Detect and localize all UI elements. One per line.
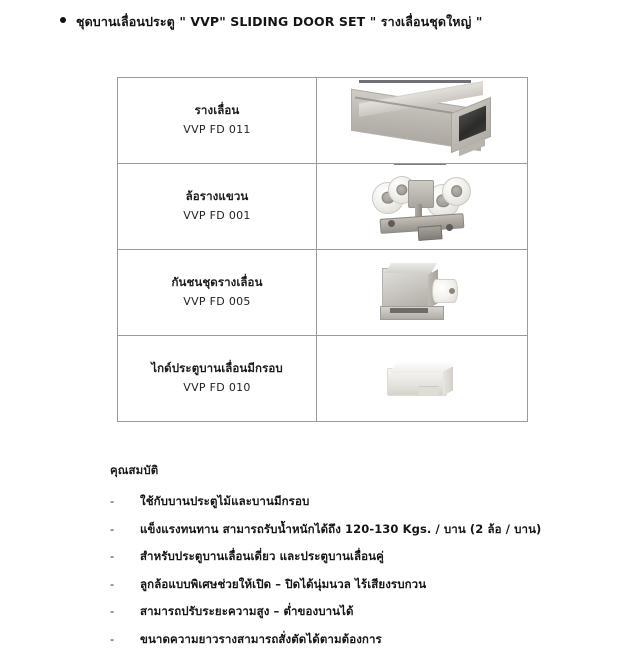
list-item	[110, 522, 580, 538]
list-item	[110, 632, 580, 648]
bullet-point-icon	[60, 17, 66, 23]
list-item-text: สำหรับประตูบานเลื่อนเดี่ยว และประตูบานเลื่อนคู่	[140, 549, 384, 564]
product-name: กันชนชุดรางเลื่อน	[171, 275, 263, 290]
product-label-cell	[118, 78, 317, 164]
product-code: VVP FD 001	[183, 209, 251, 223]
product-code: VVP FD 011	[183, 123, 251, 137]
product-label-cell	[118, 250, 317, 336]
product-table	[117, 77, 528, 422]
guide-illustration	[383, 356, 461, 402]
list-item-text: ลูกล้อแบบพิเศษช่วยให้เปิด – ปิดได้นุ่มนวล ไร้เสียงรบกวน	[140, 576, 427, 591]
product-code: VVP FD 005	[183, 295, 251, 309]
product-name: ล้อรางแขวน	[185, 189, 249, 204]
stopper-body	[382, 268, 432, 310]
table-row	[118, 164, 528, 250]
dash-marker: -	[110, 576, 115, 591]
product-image-cell	[317, 78, 528, 164]
dash-marker: -	[110, 631, 115, 646]
list-item-text: สามารถปรับระยะความสูง – ต่ำของบานได้	[140, 604, 354, 619]
product-image-cell	[317, 164, 528, 250]
roller-illustration	[366, 172, 478, 242]
sliding-rail-track-photo	[317, 78, 527, 163]
product-image-cell	[317, 336, 528, 422]
stopper-bumper	[432, 279, 458, 303]
list-item-text: แข็งแรงทนทาน สามารถรับน้ำหนักได้ถึง 120-130 Kgs. / บาน (2 ล้อ / บาน)	[140, 521, 542, 536]
product-label-cell	[118, 164, 317, 250]
page-title	[60, 14, 482, 30]
stopper-illustration	[376, 262, 468, 324]
hanger-roller-wheel-photo	[317, 164, 527, 249]
product-name: ไกด์ประตูบานเลื่อนมีกรอบ	[151, 361, 283, 376]
dash-marker: -	[110, 521, 115, 536]
list-item-text: ขนาดความยาวรางสามารถสั่งตัดได้ตามต้องการ	[140, 631, 382, 646]
list-item	[110, 494, 580, 510]
features-list	[110, 494, 580, 647]
stopper-base-slot	[390, 308, 428, 313]
page-title-text: ชุดบานเลื่อนประตู " VVP" SLIDING DOOR SET " รางเลื่อนชุดใหญ่ "	[76, 14, 483, 29]
door-stopper-photo	[317, 250, 527, 335]
roller-wheel	[442, 177, 471, 206]
roller-bracket-tab	[418, 225, 443, 241]
list-item-text: ใช้กับบานประตูไม้และบานมีกรอบ	[140, 494, 310, 508]
guide-notch	[419, 386, 439, 395]
list-item	[110, 549, 580, 565]
guide-side-face	[443, 366, 453, 395]
product-image-cell	[317, 250, 528, 336]
table-row	[118, 78, 528, 164]
product-code: VVP FD 010	[183, 381, 251, 395]
floor-guide-block-photo	[317, 336, 527, 421]
table-row	[118, 336, 528, 422]
dash-marker: -	[110, 549, 115, 564]
stopper-top-face	[385, 263, 437, 273]
roller-screw-hole	[446, 223, 453, 230]
dash-marker: -	[110, 494, 115, 508]
list-item	[110, 604, 580, 620]
roller-screw-hole	[388, 219, 395, 226]
list-item	[110, 577, 580, 593]
rail-photo-edge	[359, 80, 471, 83]
roller-photo-edge	[394, 164, 446, 165]
features-heading: คุณสมบัติ	[110, 463, 159, 477]
table-row	[118, 250, 528, 336]
dash-marker: -	[110, 604, 115, 619]
product-name: รางเลื่อน	[194, 103, 240, 118]
product-label-cell	[118, 336, 317, 422]
features-section	[110, 462, 580, 659]
rail-illustration	[347, 89, 497, 153]
